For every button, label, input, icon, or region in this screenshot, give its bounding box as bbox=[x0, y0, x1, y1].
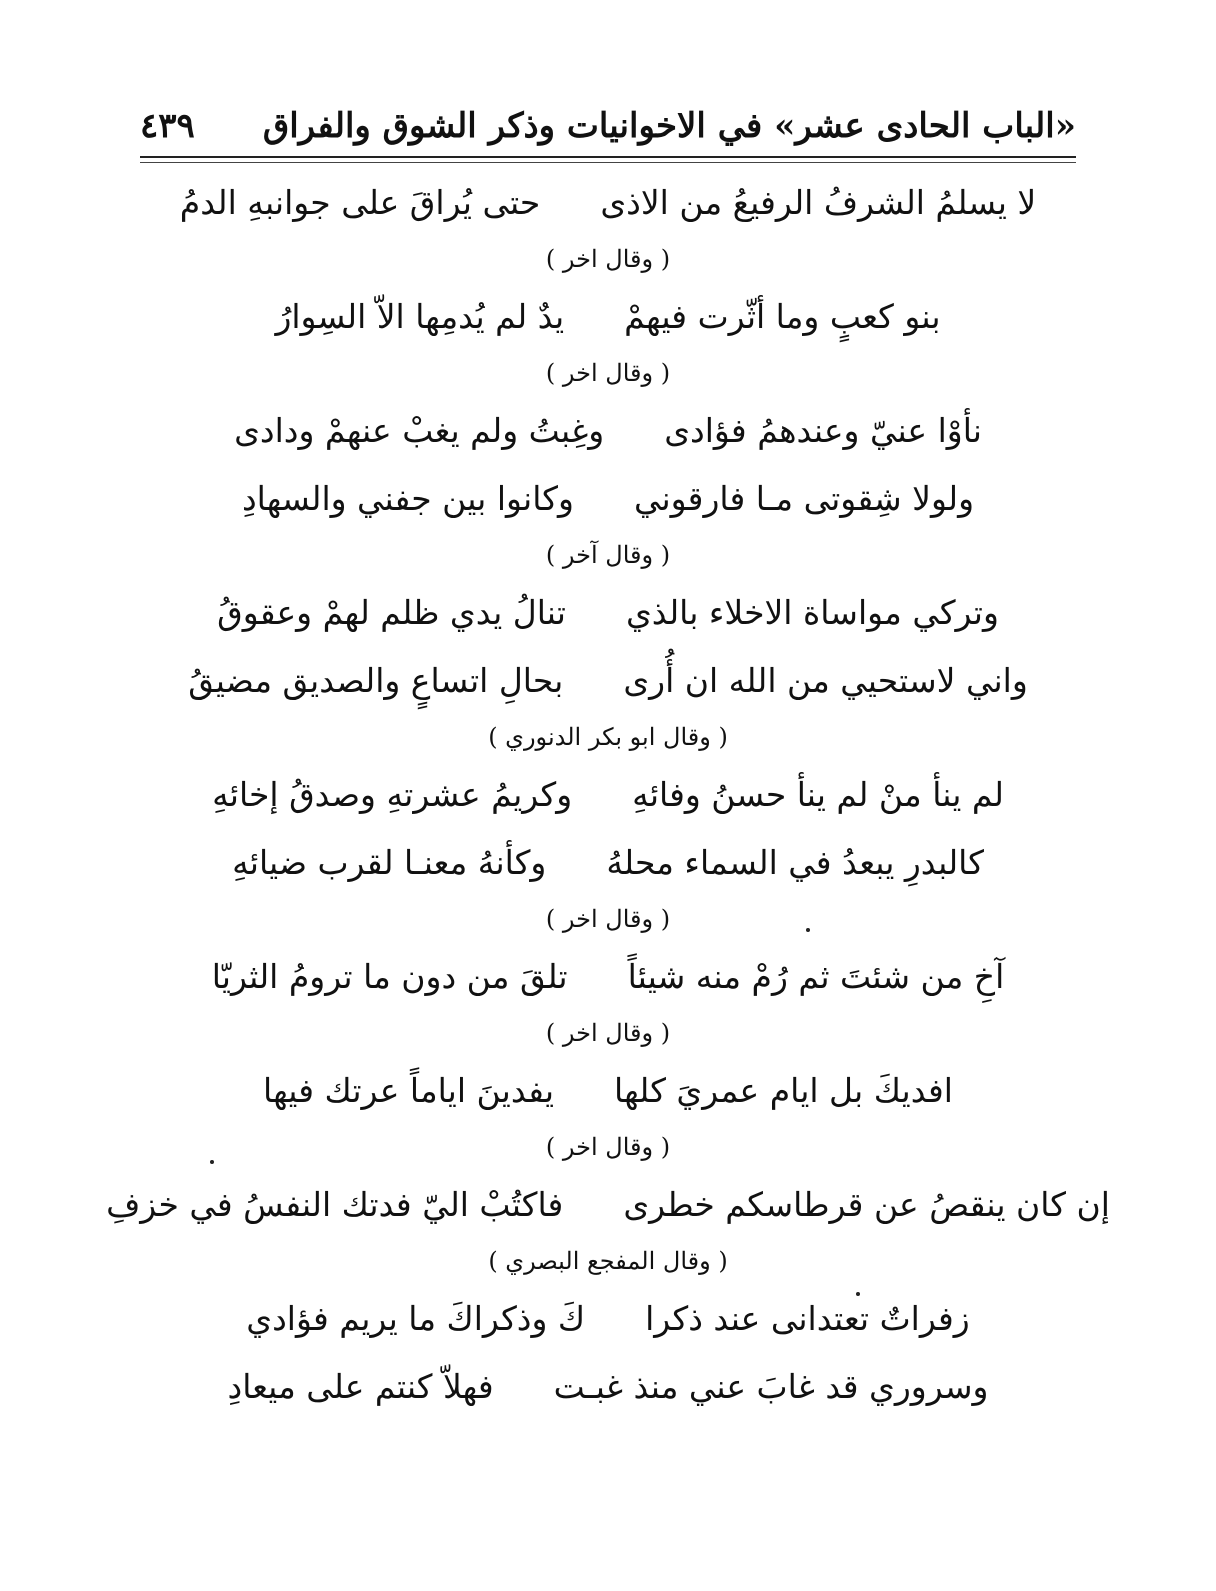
second-hemistich: يفدينَ اياماً عرتك فيها bbox=[263, 1070, 555, 1110]
print-speck bbox=[210, 1160, 214, 1164]
poet-attribution: ( وقال اخر ) bbox=[545, 1133, 671, 1161]
chapter-title: «الباب الحادى عشر» في الاخوانيات وذكر الشوق والفراق bbox=[262, 106, 1076, 146]
header-rule-thin bbox=[140, 162, 1076, 163]
second-hemistich: وكانوا بين جفني والسهادِ bbox=[241, 478, 574, 518]
first-hemistich: زفراتٌ تعتدانى عند ذكرا bbox=[645, 1298, 970, 1338]
first-hemistich: لا يسلمُ الشرفُ الرفيعُ من الاذى bbox=[600, 182, 1037, 222]
first-hemistich: إن كان ينقصُ عن قرطاسكم خطرى bbox=[623, 1184, 1110, 1224]
page-number: ٤٣٩ bbox=[140, 106, 195, 146]
first-hemistich: وسروري قد غابَ عني منذ غبـت bbox=[553, 1366, 989, 1406]
print-speck bbox=[806, 928, 810, 932]
first-hemistich: نأوْا عنيّ وعندهمُ فؤادى bbox=[664, 410, 982, 450]
verse-line bbox=[120, 168, 1096, 236]
first-hemistich: لم ينأ منْ لم ينأ حسنُ وفائهِ bbox=[632, 774, 1004, 814]
poet-attribution: ( وقال آخر ) bbox=[545, 541, 671, 569]
poet-attribution: ( وقال المفجع البصري ) bbox=[488, 1247, 728, 1275]
poet-attribution: ( وقال اخر ) bbox=[545, 905, 671, 933]
verse-line bbox=[120, 828, 1096, 896]
header-rule bbox=[140, 156, 1076, 158]
verse-line bbox=[120, 464, 1096, 532]
verse-line bbox=[106, 1170, 1110, 1238]
first-hemistich: آخِ من شئتَ ثم رُمْ منه شيئاً bbox=[627, 956, 1005, 996]
first-hemistich: وتركي مواساة الاخلاء بالذي bbox=[625, 592, 999, 632]
second-hemistich: حتى يُراقَ على جوانبهِ الدمُ bbox=[179, 182, 541, 222]
second-hemistich: وكأنهُ معنـا لقرب ضيائهِ bbox=[232, 842, 547, 882]
first-hemistich: بنو كعبٍ وما أثّرت فيهمْ bbox=[624, 296, 941, 336]
second-hemistich: بحالِ اتساعٍ والصديق مضيقُ bbox=[188, 660, 564, 700]
page-header bbox=[140, 98, 1076, 154]
verse-line bbox=[120, 396, 1096, 464]
verse-line bbox=[120, 282, 1096, 350]
second-hemistich: وغِبتُ ولم يغبْ عنهمْ ودادى bbox=[234, 410, 605, 450]
first-hemistich: واني لاستحيي من الله ان أُرى bbox=[623, 660, 1028, 700]
poet-attribution: ( وقال اخر ) bbox=[545, 1019, 671, 1047]
first-hemistich: ولولا شِقوتى مـا فارقوني bbox=[633, 478, 975, 518]
second-hemistich: فهلاّ كنتم على ميعادِ bbox=[227, 1366, 494, 1406]
verse-line bbox=[120, 1056, 1096, 1124]
second-hemistich: كَ وذكراكَ ما يريم فؤادي bbox=[246, 1298, 586, 1338]
second-hemistich: تلقَ من دون ما ترومُ الثريّا bbox=[211, 956, 568, 996]
verse-line bbox=[120, 646, 1096, 714]
second-hemistich: يدٌ لم يُدمِها الاّ السِوارُ bbox=[275, 296, 565, 336]
verse-line bbox=[120, 1352, 1096, 1420]
poet-attribution: ( وقال ابو بكر الدنوري ) bbox=[488, 723, 728, 751]
poem-body bbox=[106, 168, 1110, 1420]
verse-line bbox=[120, 1284, 1096, 1352]
first-hemistich: افديكَ بل ايام عمريَ كلها bbox=[614, 1070, 953, 1110]
verse-line bbox=[120, 760, 1096, 828]
print-speck bbox=[856, 1292, 860, 1296]
first-hemistich: كالبدرِ يبعدُ في السماء محلهُ bbox=[606, 842, 984, 882]
second-hemistich: تنالُ يدي ظلم لهمْ وعقوقُ bbox=[217, 592, 566, 632]
verse-line bbox=[120, 578, 1096, 646]
second-hemistich: فاكتُبْ اليّ فدتك النفسُ في خزفِ bbox=[106, 1184, 564, 1224]
poet-attribution: ( وقال اخر ) bbox=[545, 359, 671, 387]
poet-attribution: ( وقال اخر ) bbox=[545, 245, 671, 273]
second-hemistich: وكريمُ عشرتهِ وصدقُ إخائهِ bbox=[212, 774, 573, 814]
verse-line bbox=[120, 942, 1096, 1010]
